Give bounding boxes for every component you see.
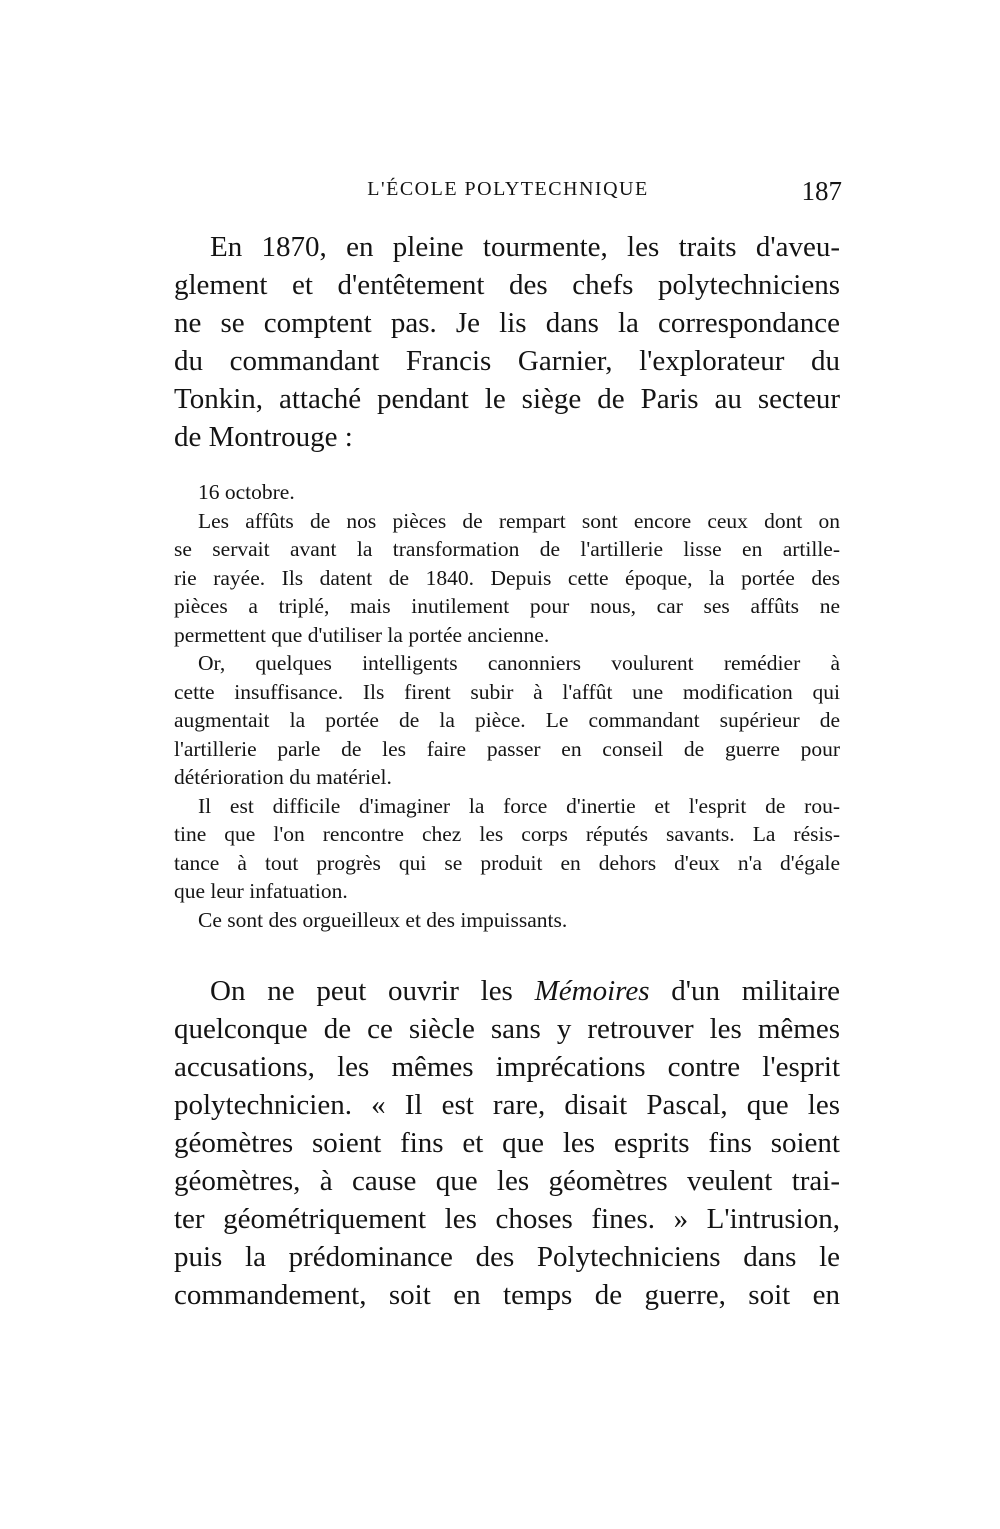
- text-line: tance à tout progrès qui se produit en dehors d'eux n'a d'égale: [174, 850, 840, 875]
- text-line: puis la prédominance des Polytechniciens dans le: [174, 1241, 840, 1273]
- text-line: Il est difficile d'imaginer la force d'inertie et l'esprit de rou-: [198, 793, 840, 818]
- text-line: [174, 972, 840, 1010]
- running-title: L'ÉCOLE POLYTECHNIQUE: [367, 178, 649, 200]
- text-line: de Montrouge :: [174, 421, 353, 453]
- text-line: géomètres, à cause que les géomètres veulent trai-: [174, 1165, 840, 1197]
- text-line: Les affûts de nos pièces de rempart sont encore ceux dont on: [198, 508, 840, 533]
- running-head: [174, 176, 842, 206]
- text-line: permettent que d'utiliser la portée ancienne.: [174, 622, 550, 647]
- text-line: géomètres soient fins et que les esprits fins soient: [174, 1127, 840, 1159]
- text-line: Or, quelques intelligents canonniers voulurent remédier à: [198, 651, 840, 675]
- paragraph-intro: [174, 228, 840, 456]
- quote-date: 16 octobre.: [198, 480, 295, 504]
- text-line: ne se comptent pas. Je lis dans la correspondance: [174, 307, 840, 339]
- text-line: Ce sont des orgueilleux et des impuissants.: [198, 907, 568, 932]
- text-line: accusations, les mêmes imprécations contre l'esprit: [174, 1051, 840, 1083]
- text-line: Tonkin, attaché pendant le siège de Paris au secteur: [174, 383, 840, 415]
- text-line: détérioration du matériel.: [174, 765, 392, 789]
- text-line: commandement, soit en temps de guerre, soit en: [174, 1279, 840, 1311]
- text-line: tine que l'on rencontre chez les corps réputés savants. La résis-: [174, 822, 840, 846]
- text-line: cette insuffisance. Ils firent subir à l'affût une modification qui: [174, 679, 840, 704]
- text-line: ter géométriquement les choses fines. » L'intrusion,: [174, 1203, 840, 1235]
- text-line: pièces a triplé, mais inutilement pour nous, car ses affûts ne: [174, 594, 840, 618]
- text-line: quelconque de ce siècle sans y retrouver les mêmes: [174, 1013, 840, 1045]
- text-line: l'artillerie parle de les faire passer en conseil de guerre pour: [174, 736, 840, 761]
- text-segment: On ne peut ouvrir les: [210, 975, 513, 1007]
- paragraph-memoires: [174, 972, 840, 1314]
- text-segment: d'un militaire: [671, 975, 841, 1007]
- page-number: 187: [801, 176, 842, 206]
- text-line: glement et d'entêtement des chefs polytechniciens: [174, 269, 840, 301]
- text-line: rie rayée. Ils datent de 1840. Depuis cette époque, la portée des: [174, 565, 840, 590]
- text-line: polytechnicien. « Il est rare, disait Pascal, que les: [174, 1089, 840, 1121]
- book-title-italic: Mémoires: [534, 975, 650, 1007]
- text-line: se servait avant la transformation de l'artillerie lisse en artille-: [174, 537, 840, 561]
- text-line: que leur infatuation.: [174, 879, 348, 903]
- text-line: du commandant Francis Garnier, l'explorateur du: [174, 345, 840, 377]
- text-line: En 1870, en pleine tourmente, les traits d'aveu-: [210, 231, 840, 263]
- text-line: augmentait la portée de la pièce. Le commandant supérieur de: [174, 708, 840, 732]
- quoted-letter: [174, 478, 840, 934]
